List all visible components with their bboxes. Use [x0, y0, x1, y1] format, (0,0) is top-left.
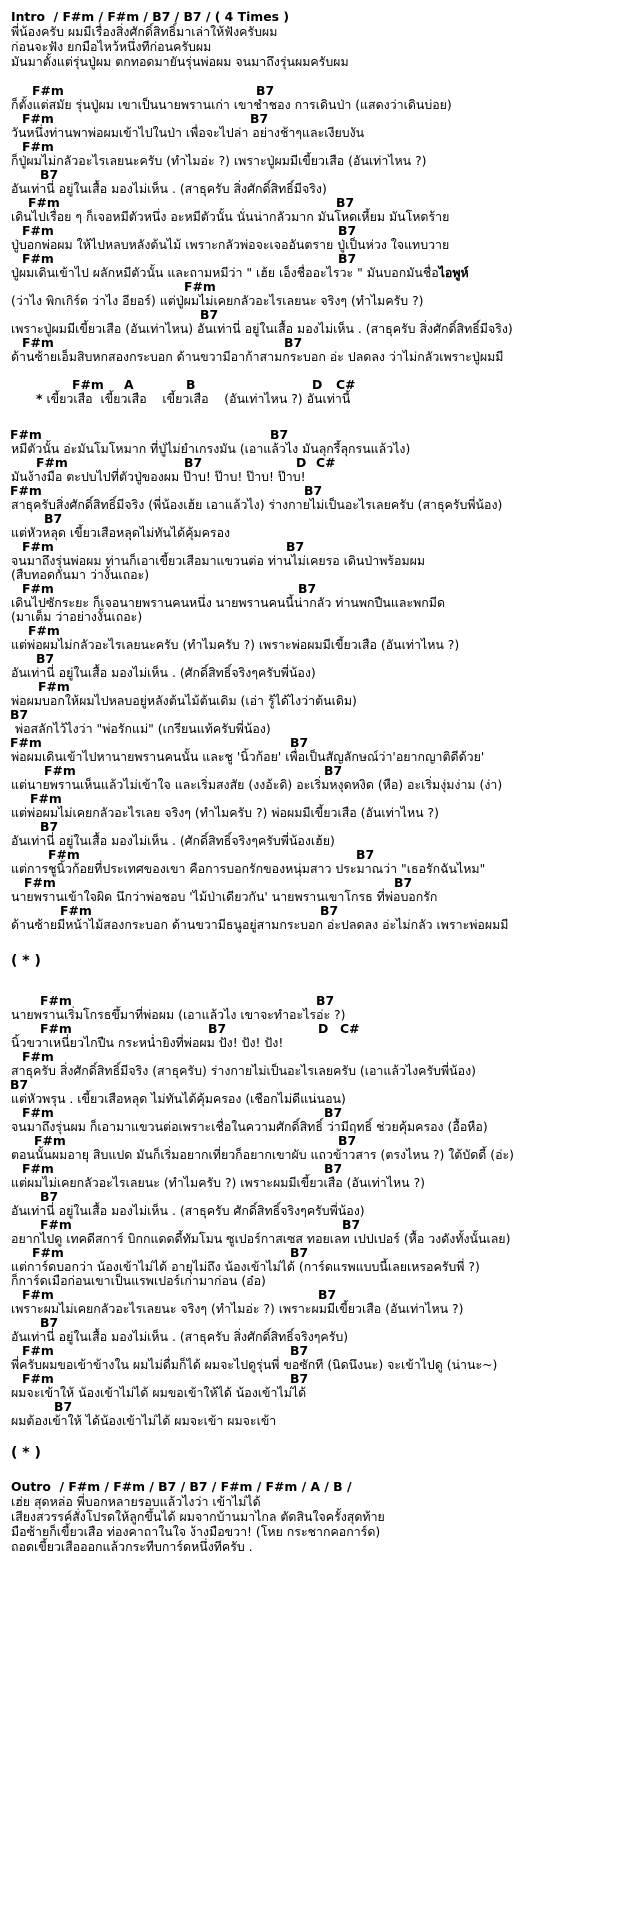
lyric-line: ผมต้องเข้าให้ ได้น้องเข้าไม่ได้ ผมจะเข้า ผมจะเข้า: [11, 1413, 277, 1428]
lyric-line: (มาเต็ม ว่าอย่างงั้นเถอะ): [11, 609, 143, 624]
chord-d: D: [318, 1021, 329, 1036]
chord-fsm: F#m: [40, 1021, 72, 1036]
lyric-line: เสียงสวรรค์สั่งโปรดให้ลูกขึ้นได้ ผมจากบ้านมาไกล ตัดสินใจครั้งสุดท้าย: [11, 1509, 385, 1524]
chord-fsm: F#m: [184, 279, 216, 294]
chord-fsm: F#m: [22, 581, 54, 596]
chord-fsm: F#m: [28, 623, 60, 638]
chord-b7: B7: [10, 1077, 29, 1092]
chord-fsm: F#m: [32, 1245, 64, 1260]
lyric-line: สาธุครับสิ่งศักดิ์สิทธิ์มีจริง (พี่น้องเฮ้ย เอาแล้วไง) ร่างกายไม่เป็นอะไรเลยครับ (สาธุครับพี่น้อง): [11, 497, 503, 512]
lyric-line: แต่หัวหลุด เขี้ยวเสือหลุดไม่ทันได้คุ้มครอง: [11, 525, 231, 540]
lyric-line: พ่อผมบอกให้ผมไปหลบอยู่หลังต้นไม้ต้นเดิม (เอ่า รู้ได้ไงว่าต้นเดิม): [11, 693, 357, 708]
lyric-line: มือซ้ายก็เขี้ยวเสือ ท่องคาถาในใจ ง้างมือขวา! (โหย กระชากคอการ์ด): [11, 1524, 381, 1539]
chord-fsm: F#m: [40, 993, 72, 1008]
lyric-line: ก็ตั้งแต่สมัย รุ่นปู่ผม เขาเป็นนายพรานเก่า เขาชำชอง การเดินป่า (แสดงว่าเดินบ่อย): [11, 97, 452, 112]
chord-b7: B7: [324, 763, 343, 778]
chord-b7: B7: [208, 1021, 227, 1036]
chord-b7: B7: [338, 223, 357, 238]
lyric-line: พี่น้องครับ ผมมีเรื่องสิ่งศักดิ์สิทธิ์มาเล่าให้ฟังครับผม: [11, 24, 278, 39]
lyric-line: เฮ่ย สุดหล่อ พี่บอกหลายรอบแล้วไงว่า เข้าไม่ได้: [11, 1494, 261, 1509]
chord-fsm: F#m: [22, 1049, 54, 1064]
repeat-chorus-marker: ( * ): [11, 1445, 41, 1461]
lyric-line: แต่การ์ดบอกว่า น้องเข้าไม่ได้ อายุไม่ถึง น้องเข้าไม่ได้ (การ์ดแรพแบบนี้เลยเหรอครับพี่ ?): [11, 1259, 480, 1274]
lyric-line: ก่อนจะฟัง ยกมือไหว้หนึ่งทีก่อนครับผม: [11, 39, 212, 54]
chord-b7: B7: [394, 875, 413, 890]
chord-b7: B7: [324, 1161, 343, 1176]
chord-b7: B7: [318, 1287, 337, 1302]
chord-b7: B7: [304, 483, 323, 498]
chord-fsm: F#m: [36, 455, 68, 470]
lyric-line: พ่อสลักไว้ไงว่า "พ่อรักแม่" (เกรียนแท้ครับพี่น้อง): [11, 721, 271, 736]
chord-fsm: F#m: [22, 223, 54, 238]
lyric-line: ก็การ์ดเมือก่อนเขาเป็นแรพเปอร์เก่ามาก่อน (อ๋อ): [11, 1273, 266, 1288]
lyric-line: นายพรานเข้าใจผิด นึกว่าพ่อชอบ 'ไม้ป่าเดียวกัน' นายพรานเขาโกรธ ที่พ่อบอกรัก: [11, 889, 438, 904]
chord-b7: B7: [290, 1245, 309, 1260]
chord-fsm: F#m: [22, 111, 54, 126]
chord-b7: B7: [342, 1217, 361, 1232]
chord-b7: B7: [320, 903, 339, 918]
chord-cs: C#: [340, 1021, 360, 1036]
lyric-line: ปู่ผมเดินเข้าไป ผลักหมีตัวนั้น และถามหมีว่า " เฮ้ย เอ็งชื่ออะไรวะ " มันบอกมันชื่อไอพูห์: [11, 265, 469, 280]
chord-fsm: F#m: [22, 539, 54, 554]
chord-fsm: F#m: [48, 847, 80, 862]
chorus-line: * เขี้ยวเสือ เขี้ยวเสือ เขี้ยวเสือ (อันเท่าไหน ?) อันเท่านี้: [36, 391, 351, 406]
lyric-line: พ่อผมเดินเข้าไปหานายพรานคนนั้น และชู 'นิ้วก้อย' เพื่อเป็นสัญลักษณ์ว่า'อยากญาติดีด้วย': [11, 749, 485, 764]
chord-d: D: [296, 455, 307, 470]
chord-b7: B7: [54, 1399, 73, 1414]
chord-b7: B7: [40, 1315, 59, 1330]
lyric-line: อยากไปดู เทคดีสการ์ บิกกแดดดี้ทัมโมน ซูเปอร์กาสเซส ทอยเลท เปปเปอร์ (หื้อ วงดังทั้งนั้นเลย): [11, 1231, 511, 1246]
lyric-line: (ว่าไง พิกเกิร์ด ว่าไง อียอร์) แต่ปู่ผมไม่เคยกลัวอะไรเลยนะ จริงๆ (ทำไมครับ ?): [11, 293, 424, 308]
lyric-line: แต่ผมไม่เคยกลัวอะไรเลยนะ (ทำไมครับ ?) เพราะผมมีเขี้ยวเสือ (อันเท่าไหน ?): [11, 1175, 425, 1190]
chord-b7: B7: [184, 455, 203, 470]
outro-header: Outro / F#m / F#m / B7 / B7 / F#m / F#m / A / B /: [11, 1479, 352, 1494]
lyric-line: จนมาถึงรุ่นพ่อผม ท่านก็เอาเขี้ยวเสือมาแขวนต่อ ท่านไม่เคยรอ เดินป่าพร้อมผม: [11, 553, 426, 568]
chord-b7: B7: [290, 735, 309, 750]
chord-fsm: F#m: [10, 735, 42, 750]
lyric-line: อันเท่านี่ อยู่ในเสื้อ มองไม่เห็น . (ศักดิ์สิทธิ์จริงๆครับพี่น้อง): [11, 665, 316, 680]
chord-cs: C#: [336, 377, 356, 392]
lyric-line: ผมจะเข้าให้ น้องเข้าไม่ได้ ผมขอเข้าให้ได้ น้องเข้าไม่ได้: [11, 1385, 307, 1400]
chord-b7: B7: [338, 251, 357, 266]
lyric-line: อันเท่านี่ อยู่ในเสื้อ มองไม่เห็น . (สาธุครับ สิ่งศักดิ์สิทธิ์มีจริง): [11, 181, 327, 196]
lyric-line: เพราะผมไม่เคยกลัวอะไรเลยนะ จริงๆ (ทำไมอ่ะ ?) เพราะผมมีเขี้ยวเสือ (อันเท่าไหน ?): [11, 1301, 464, 1316]
lyric-line: วันหนึ่งท่านพาพ่อผมเข้าไปในป่า เพื่อจะไปล่า อย่างช้าๆและเงียบงัน: [11, 125, 365, 140]
chord-fsm: F#m: [24, 875, 56, 890]
lyric-line: สาธุครับ สิ่งศักดิ์สิทธิ์มีจริง (สาธุครับ) ร่างกายไม่เป็นอะไรเลยครับ (เอาแล้วไงครับพี่น้อง): [11, 1063, 476, 1078]
chord-fsm: F#m: [10, 483, 42, 498]
chord-b7: B7: [290, 1371, 309, 1386]
lyric-line: แต่นายพรานเห็นแล้วไม่เข้าใจ และเริ่มสงสัย (งงอ้ะดิ) อะเริ่มหงุดหงิด (หือ) อะเริ่มงุ่มง่าม (ง่า): [11, 777, 503, 792]
lyric-line: อันเท่านี่ อยู่ในเสื้อ มองไม่เห็น . (สาธุครับ สิ่งศักดิ์สิทธิ์จริงๆครับ): [11, 1329, 349, 1344]
lyric-line: หมีตัวนั้น อ่ะมันโมโหมาก ที่ปู่ไม่ยำเกรงมัน (เอาแล้วไง มันลุกรี้ลุกรนแล้วไง): [11, 441, 411, 456]
chord-b7: B7: [356, 847, 375, 862]
chord-b7: B7: [200, 307, 219, 322]
chord-b7: B7: [298, 581, 317, 596]
chord-fsm: F#m: [22, 1161, 54, 1176]
chord-fsm: F#m: [22, 251, 54, 266]
chord-b7: B7: [40, 819, 59, 834]
chord-b7: B7: [40, 1189, 59, 1204]
chord-fsm: F#m: [22, 1343, 54, 1358]
repeat-chorus-marker: ( * ): [11, 953, 41, 969]
chord-b7: B7: [316, 993, 335, 1008]
lyric-line: นายพรานเริ่มโกรธขึ้มาที่พ่อผม (เอาแล้วไง เขาจะทำอะไรอ่ะ ?): [11, 1007, 346, 1022]
chord-fsm: F#m: [40, 1217, 72, 1232]
lyric-line: นิ้วขวาเหนี่ยวไกปืน กระหน่ำยิงที่พ่อผม ปัง! ปัง! ปัง!: [11, 1035, 284, 1050]
chord-cs: C#: [316, 455, 336, 470]
chord-fsm: F#m: [30, 791, 62, 806]
lyric-line: มันมาตั้งแต่รุ่นปู่ผม ตกทอดมายันรุ่นพ่อผม จนมาถึงรุ่นผมครับผม: [11, 54, 349, 69]
lyric-line: (สืบทอดกันมา ว่างั้นเถอะ): [11, 567, 150, 582]
lyric-line: มันง้างมือ ตะปบไปที่ตัวปู่ของผม ป๊าบ! ป๊าบ! ป๊าบ! ป๊าบ!: [11, 469, 306, 484]
lyric-line: ตอนนั้นผมอายุ สิบแปด มันก็เริ่มอยากเที่ยวก็อยากเขาผับ แถวข้าวสาร (ตรงไหน ?) ใต้บัดดี้ (อ่ะ): [11, 1147, 515, 1162]
chord-b7: B7: [336, 195, 355, 210]
chord-b7: B7: [36, 651, 55, 666]
lyric-line: แต่พ่อผมไม่กลัวอะไรเลยนะครับ (ทำไมครับ ?) เพราะพ่อผมมีเขี้ยวเสือ (อันเท่าไหน ?): [11, 637, 460, 652]
chord-fsm: F#m: [34, 1133, 66, 1148]
chord-fsm: F#m: [22, 335, 54, 350]
chord-b7: B7: [270, 427, 289, 442]
chord-fsm: F#m: [28, 195, 60, 210]
chord-b7: B7: [290, 1343, 309, 1358]
lyric-line: เดินไปเรื่อย ๆ ก็เจอหมีตัวหนึ่ง อะหมีตัวนั้น นั่นน่ากลัวมาก มันโหดเหี้ยม มันโหดร้าย: [11, 209, 450, 224]
chord-fsm: F#m: [22, 1371, 54, 1386]
lyric-line: เดินไปซักระยะ ก็เจอนายพรานคนหนึ่ง นายพรานคนนี้น่ากลัว ท่านพกปืนและพกมีด: [11, 595, 445, 610]
chord-fsm: F#m: [32, 83, 64, 98]
chord-b7: B7: [10, 707, 29, 722]
chord-b: B: [186, 377, 196, 392]
lyric-line: เพราะปู่ผมมีเขี้ยวเสือ (อันเท่าไหน) อันเท่านี่ อยู่ในเสื้อ มองไม่เห็น . (สาธุครับ สิ่งศักดิ์สิทธิ์มีจริง): [11, 321, 513, 336]
chord-fsm: F#m: [44, 763, 76, 778]
lyric-line: ปู่บอกพ่อผม ให้ไปหลบหลังต้นไม้ เพราะกลัวพ่อจะเจออันตราย ปู่เป็นห่วง ใจแทบวาย: [11, 237, 450, 252]
chord-fsm: F#m: [22, 139, 54, 154]
chord-b7: B7: [284, 335, 303, 350]
chord-fsm: F#m: [60, 903, 92, 918]
chord-fsm: F#m: [10, 427, 42, 442]
chord-fsm: F#m: [72, 377, 104, 392]
chord-b7: B7: [324, 1105, 343, 1120]
lyric-line: ก็ปู่ผมไม่กลัวอะไรเลยนะครับ (ทำไมอ่ะ ?) เพราะปู่ผมมีเขี้ยวเสือ (อันเท่าไหน ?): [11, 153, 427, 168]
chord-a: A: [124, 377, 134, 392]
lyric-line: อันเท่านี่ อยู่ในเสื้อ มองไม่เห็น . (สาธุครับ ศักดิ์สิทธิ์จริงๆครับพี่น้อง): [11, 1203, 365, 1218]
chord-b7: B7: [250, 111, 269, 126]
lyric-line: ด้านซ้ายมีหน้าไม้สองกระบอก ด้านขวามีธนูอยู่สามกระบอก อ่ะปลดลง อ่ะไม่กลัว เพราะพ่อผมมี: [11, 917, 509, 932]
lyric-line: จนมาถึงรุ่นผม ก็เอามาแขวนต่อเพราะเชื่อในความศักดิ์สิทธิ์ ว่ามีฤทธิ์ ช่วยคุ้มครอง (อื้อหือ): [11, 1119, 488, 1134]
lyric-line: ด้านซ้ายเอ็มสิบหกสองกระบอก ด้านขวามีอาก้าสามกระบอก อ่ะ ปลดลง ว่าไม่กลัวเพราะปู่ผมมี: [11, 349, 504, 364]
chord-b7: B7: [338, 1133, 357, 1148]
chord-b7: B7: [256, 83, 275, 98]
lyric-line: แต่หัวพรุน . เขี้ยวเสือหลุด ไม่ทันได้คุ้มครอง (เชือกไม่ดีแน่นอน): [11, 1091, 346, 1106]
lyric-line: พี่ครับผมขอเข้าข้างใน ผมไม่ดื่มก็ได้ ผมจะไปดูรุ่นพี่ ขอซักที (นิดนึงนะ) จะเข้าไปดู (น่านะ~): [11, 1357, 498, 1372]
lyric-line: อันเท่านี่ อยู่ในเสื้อ มองไม่เห็น . (ศักดิ์สิทธิ์จริงๆครับพี่น้องเฮ้ย): [11, 833, 335, 848]
chord-b7: B7: [286, 539, 305, 554]
chord-fsm: F#m: [22, 1105, 54, 1120]
intro-header: Intro / F#m / F#m / B7 / B7 / ( 4 Times ): [11, 9, 289, 24]
chord-fsm: F#m: [38, 679, 70, 694]
chord-b7: B7: [40, 167, 59, 182]
lyric-line: แต่พ่อผมไม่เคยกลัวอะไรเลย จริงๆ (ทำไมครับ ?) พ่อผมมีเขี้ยวเสือ (อันเท่าไหน ?): [11, 805, 439, 820]
lyric-line: ถอดเขี้ยวเสือออกแล้วกระทืบการ์ดหนึ่งทีครับ .: [11, 1539, 253, 1554]
chord-b7: B7: [44, 511, 63, 526]
chord-fsm: F#m: [22, 1287, 54, 1302]
chord-d: D: [312, 377, 323, 392]
lyric-line: แต่การชูนิ้วก้อยที่ประเทศของเขา คือการบอกรักของหนุ่มสาว ประมาณว่า "เธอรักฉันไหม": [11, 861, 486, 876]
